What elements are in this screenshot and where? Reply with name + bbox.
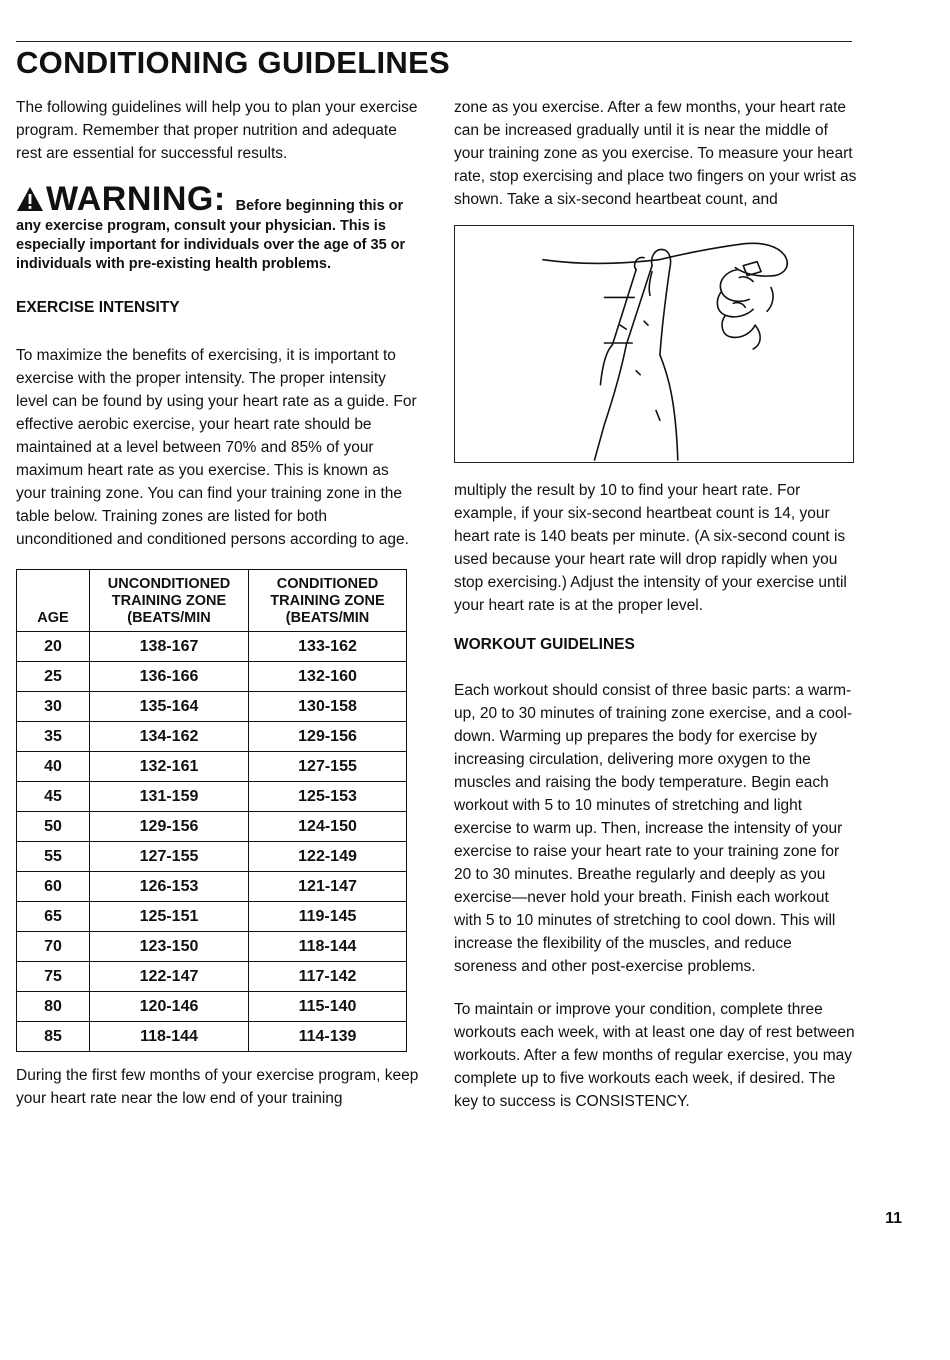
- warning-triangle-icon: [16, 186, 44, 212]
- table-row: [17, 812, 407, 842]
- left-column: [16, 96, 420, 1110]
- table-header-row: [17, 570, 407, 632]
- age-cell: 60: [17, 872, 90, 902]
- unconditioned-cell: 136-166: [90, 662, 249, 692]
- right-column: [454, 96, 858, 1113]
- wrist-pulse-illustration: [455, 226, 853, 462]
- after-table-text: During the first few months of your exercise program, keep your heart rate near the low end of your training: [16, 1067, 419, 1107]
- conditioned-cell: 127-155: [249, 752, 407, 782]
- conditioned-cell: 117-142: [249, 962, 407, 992]
- unconditioned-cell: 127-155: [90, 842, 249, 872]
- heart-rate-intro: zone as you exercise. After a few months, your heart rate can be increased gradually until it is near the middle of your training zone as you exercise. To measure your heart rate, stop exercising and place two fingers on your wrist as shown. Take a six-second heartbeat count, and: [454, 99, 857, 208]
- training-zone-table: [16, 569, 407, 1052]
- warning-heading: [16, 180, 236, 218]
- table-row: [17, 692, 407, 722]
- unconditioned-header: UNCONDITIONED TRAINING ZONE (BEATS/MIN: [90, 570, 249, 632]
- conditioned-cell: 124-150: [249, 812, 407, 842]
- conditioned-cell: 133-162: [249, 632, 407, 662]
- age-cell: 55: [17, 842, 90, 872]
- table-row: [17, 1022, 407, 1052]
- unconditioned-cell: 123-150: [90, 932, 249, 962]
- age-cell: 35: [17, 722, 90, 752]
- table-row: [17, 782, 407, 812]
- age-cell: 70: [17, 932, 90, 962]
- conditioned-header: CONDITIONED TRAINING ZONE (BEATS/MIN: [249, 570, 407, 632]
- unconditioned-cell: 120-146: [90, 992, 249, 1022]
- conditioned-cell: 132-160: [249, 662, 407, 692]
- unconditioned-cell: 132-161: [90, 752, 249, 782]
- unconditioned-cell: 134-162: [90, 722, 249, 752]
- conditioned-cell: 118-144: [249, 932, 407, 962]
- age-cell: 85: [17, 1022, 90, 1052]
- table-row: [17, 902, 407, 932]
- table-row: [17, 752, 407, 782]
- table-row: [17, 872, 407, 902]
- exercise-intensity-text: To maximize the benefits of exercising, it is important to exercise with the proper intensity. The proper intensity level can be found by using your heart rate as a guide. For effective aerobic exercise, your heart rate should be maintained at a level between 70% and 85% of your maximum heart rate as you exercise. This is known as your training zone. You can find your training zone in the table below. Training zones are listed for both unconditioned and conditioned persons according to age.: [16, 347, 417, 548]
- table-body: [17, 632, 407, 1052]
- table-row: [17, 662, 407, 692]
- workout-guidelines-heading: WORKOUT GUIDELINES: [454, 636, 635, 653]
- conditioned-cell: 130-158: [249, 692, 407, 722]
- conditioned-cell: 125-153: [249, 782, 407, 812]
- age-cell: 30: [17, 692, 90, 722]
- exercise-intensity-heading: EXERCISE INTENSITY: [16, 299, 180, 316]
- age-cell: 75: [17, 962, 90, 992]
- unconditioned-cell: 125-151: [90, 902, 249, 932]
- warning-text: Before beginning this or any exercise program, consult your physician. This is especially important for individuals over the age of 35 or individuals with pre-existing health problems.: [16, 198, 406, 272]
- unconditioned-cell: 135-164: [90, 692, 249, 722]
- maintain-condition-text: To maintain or improve your condition, complete three workouts each week, with at least one day of rest between workouts. After a few months of regular exercise, you may complete up to five workouts each week, if desired. The key to success is CONSISTENCY.: [454, 1001, 855, 1110]
- age-cell: 80: [17, 992, 90, 1022]
- workout-guidelines-text: Each workout should consist of three basic parts: a warm-up, 20 to 30 minutes of training zone exercise, and a cool-down. Warming up prepares the body for exercise by increasing circulation, delivering more oxygen to the muscles and raising the body temperature. Begin each workout with 5 to 10 minutes of stretching and light exercise to warm up. Then, increase the intensity of your exercise to raise your heart rate to your training zone for 20 to 30 minutes. Breathe regularly and deeply as you exercise—never hold your breath. Finish each workout with 5 to 10 minutes of stretching to cool down. This will increase the flexibility of the muscles, and reduce soreness and other post-exercise problems.: [454, 682, 853, 975]
- table-row: [17, 992, 407, 1022]
- age-cell: 45: [17, 782, 90, 812]
- age-cell: 20: [17, 632, 90, 662]
- wrist-pulse-figure: [454, 225, 854, 463]
- unconditioned-cell: 131-159: [90, 782, 249, 812]
- top-rule: [16, 41, 852, 42]
- conditioned-cell: 121-147: [249, 872, 407, 902]
- table-row: [17, 722, 407, 752]
- age-cell: 65: [17, 902, 90, 932]
- intro-paragraph: The following guidelines will help you to plan your exercise program. Remember that proper nutrition and adequate rest are essential for successful results.: [16, 99, 418, 162]
- page-title: CONDITIONING GUIDELINES: [16, 45, 451, 80]
- conditioned-cell: 115-140: [249, 992, 407, 1022]
- warning-label: WARNING:: [46, 180, 226, 218]
- unconditioned-cell: 138-167: [90, 632, 249, 662]
- age-cell: 25: [17, 662, 90, 692]
- warning-block: [16, 181, 420, 274]
- table-row: [17, 962, 407, 992]
- unconditioned-cell: 129-156: [90, 812, 249, 842]
- heart-rate-explanation: multiply the result by 10 to find your heart rate. For example, if your six-second heartbeat count is 14, your heart rate is 140 beats per minute. (A six-second count is used because your heart rate will drop rapidly when you stop exercising.) Adjust the intensity of your exercise until your heart rate is at the proper level.: [454, 482, 847, 614]
- table-row: [17, 632, 407, 662]
- unconditioned-cell: 118-144: [90, 1022, 249, 1052]
- table-row: [17, 842, 407, 872]
- conditioned-cell: 122-149: [249, 842, 407, 872]
- age-header: AGE: [17, 570, 90, 632]
- conditioned-cell: 129-156: [249, 722, 407, 752]
- unconditioned-cell: 126-153: [90, 872, 249, 902]
- unconditioned-cell: 122-147: [90, 962, 249, 992]
- conditioned-cell: 119-145: [249, 902, 407, 932]
- page-number: 11: [885, 1210, 902, 1227]
- conditioned-cell: 114-139: [249, 1022, 407, 1052]
- table-row: [17, 932, 407, 962]
- age-cell: 50: [17, 812, 90, 842]
- age-cell: 40: [17, 752, 90, 782]
